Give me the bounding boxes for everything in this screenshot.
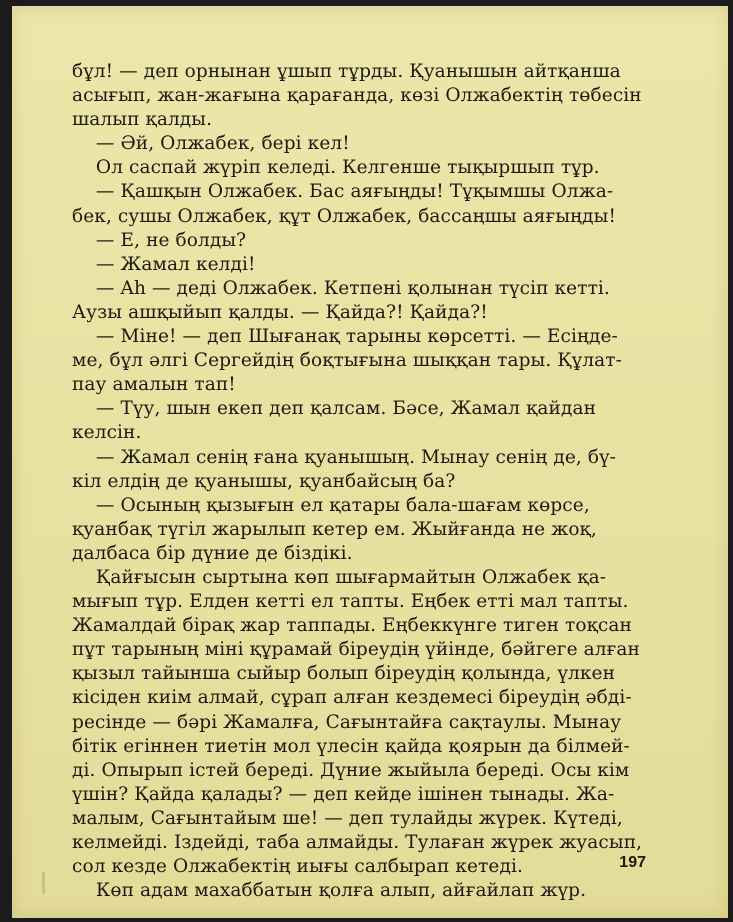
text-line: бұл! — деп орнынан ұшып тұрды. Қуанышын айтқанша bbox=[72, 61, 621, 82]
page-text bbox=[72, 60, 654, 903]
text-line: пау амалын тап! bbox=[72, 374, 236, 396]
text-line: ді. Опырып істей береді. Дүние жыйыла береді. Осы кім bbox=[72, 759, 630, 781]
text-line: Ол саспай жүріп келеді. Келгенше тықыршып тұр. bbox=[72, 157, 600, 179]
text-line: шалып қалды. bbox=[72, 109, 213, 131]
text-line: Қайғысын сыртына көп шығармайтын Олжабек қа- bbox=[72, 566, 607, 588]
text-line: асығып, жан-жағына қарағанда, көзі Олжабектің төбесін bbox=[72, 85, 642, 107]
text-line: мығып тұр. Елден кетті ел тапты. Еңбек етті мал тапты. bbox=[72, 591, 629, 613]
text-line: ресінде — бәрі Жамалға, Сағынтайға сақтаулы. Мынау bbox=[72, 711, 622, 733]
book-page bbox=[12, 6, 728, 918]
text-line: — Түу, шын екеп деп қалсам. Бәсе, Жамал қайдан bbox=[72, 398, 597, 420]
text-line: далбаса бір дүние де біздікі. bbox=[72, 542, 353, 564]
text-line: Көп адам махаббатын қолға алып, айғайлап жүр. bbox=[72, 880, 587, 902]
text-line: — Жамал сенің ғана қуанышың. Мынау сенің де, бү- bbox=[72, 446, 616, 468]
text-line: Жамалдай бірақ жар таппады. Еңбеккүнге тиген тоқсан bbox=[72, 615, 632, 637]
text-line: келмейді. Іздейді, таба алмайды. Тулаған жүрек жуасып, bbox=[72, 832, 643, 853]
page-number: 197 bbox=[619, 854, 646, 871]
text-line: — Е, не болды? bbox=[72, 229, 247, 251]
text-line: қызыл тайынша сыйыр болып біреудің қолында, үлкен bbox=[72, 663, 616, 685]
text-line: — Осының қызығын ел қатары бала-шағам көрсе, bbox=[72, 494, 590, 516]
text-line: келсін. bbox=[72, 422, 142, 444]
text-line: — Міне! — деп Шығанақ тарыны көрсетті. — Есіңде- bbox=[72, 326, 618, 348]
text-line: — Қашқын Олжабек. Бас аяғыңды! Тұқымшы Олжа- bbox=[72, 181, 614, 203]
text-line: бітік егіннен тиетін мол үлесін қайда қоярын да білмей- bbox=[72, 735, 630, 757]
text-line: үшін? Қайда қалады? — деп кейде ішінен тынады. Жа- bbox=[72, 783, 615, 805]
text-line: пұт тарының міні құрамай біреудің үйінде, бәйгеге алған bbox=[72, 639, 640, 661]
text-line: — Әй, Олжабек, бері кел! bbox=[72, 133, 350, 155]
text-line: малым, Сағынтайым ше! — деп тулайды жүрек. Күтеді, bbox=[72, 807, 623, 829]
text-line: сол кезде Олжабектің иығы салбырап кетеді. bbox=[72, 856, 523, 878]
text-line: қуанбақ түгіл жарылып кетер ем. Жыйғанда не жоқ, bbox=[72, 518, 597, 540]
text-line: — Ah — деді Олжабек. Кетпені қолынан түсіп кетті. bbox=[72, 277, 610, 299]
text-line: бек, сушы Олжабек, құт Олжабек, бассаңшы аяғыңды! bbox=[72, 205, 616, 227]
text-line: Аузы ашқыйып қалды. — Қайда?! Қайда?! bbox=[72, 301, 488, 323]
text-line: — Жамал келді! bbox=[72, 253, 256, 275]
text-line: кіл елдің де қуанышы, қуанбайсың ба? bbox=[72, 470, 456, 492]
text-line: ме, бұл әлгі Сергейдің боқтығына шыққан тары. Құлат- bbox=[72, 350, 622, 372]
margin-mark bbox=[42, 872, 45, 894]
text-line: кісіден киім алмай, сұрап алған кездемесі біреудің әбді- bbox=[72, 687, 632, 709]
